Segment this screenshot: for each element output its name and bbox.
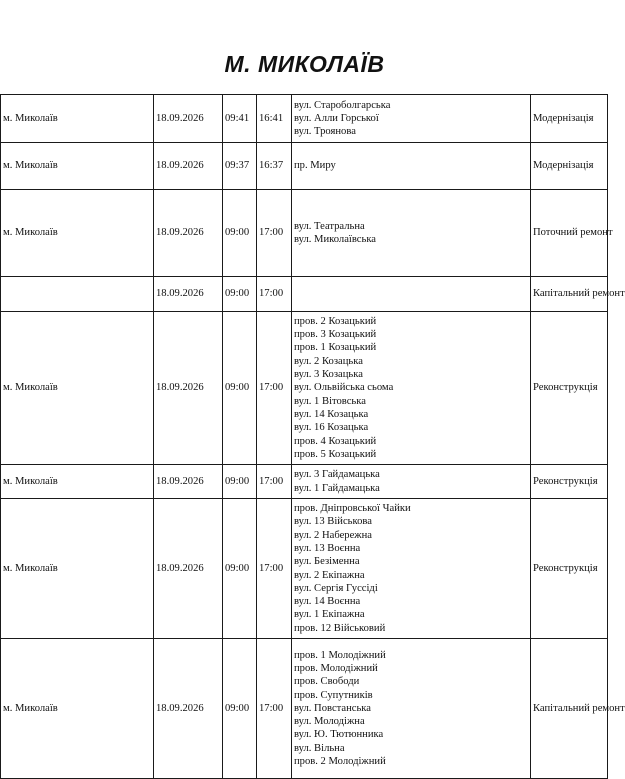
start-time-cell: 09:00 <box>223 190 257 277</box>
street-name: вул. 13 Воєнна <box>294 542 361 554</box>
start-time-cell: 09:00 <box>223 465 257 499</box>
street-name: вул. Ю. Тютюнника <box>294 729 384 741</box>
date-cell: 18.09.2026 <box>154 190 223 277</box>
work-type-cell: Поточний ремонт <box>531 190 608 277</box>
work-type-cell: Модернізація <box>531 143 608 190</box>
streets-cell <box>292 277 531 312</box>
streets-cell <box>292 95 531 143</box>
streets-cell <box>292 190 531 277</box>
table-row <box>1 143 608 190</box>
table-row <box>1 639 608 779</box>
streets-cell <box>292 465 531 499</box>
street-name: пров. Дніпровської Чайки <box>294 503 411 515</box>
streets-cell <box>292 499 531 639</box>
street-name: вул. 14 Воєнна <box>294 596 361 608</box>
street-name: пров. 12 Військовий <box>294 622 386 634</box>
table-row <box>1 499 608 639</box>
work-type-cell: Капітальний ремонт <box>531 639 608 779</box>
work-type-cell: Реконструкція <box>531 465 608 499</box>
street-name: пров. 5 Козацький <box>294 448 377 460</box>
street-name: вул. Староболгарська <box>294 99 391 111</box>
street-name: вул. Троянова <box>294 126 356 138</box>
end-time-cell: 17:00 <box>257 312 292 465</box>
table-row <box>1 277 608 312</box>
end-time-cell: 17:00 <box>257 465 292 499</box>
street-name: вул. 2 Козацька <box>294 355 363 367</box>
street-name: пров. 1 Козацький <box>294 342 377 354</box>
street-name: пров. Свободи <box>294 676 360 688</box>
street-name: пр. Миру <box>294 160 336 172</box>
work-type-cell: Реконструкція <box>531 312 608 465</box>
table-row <box>1 95 608 143</box>
settlement-cell: м. Миколаїв <box>1 190 154 277</box>
settlement-cell: м. Миколаїв <box>1 465 154 499</box>
street-name: вул. Сергія Гуссіді <box>294 582 378 594</box>
end-time-cell: 17:00 <box>257 499 292 639</box>
street-name: вул. Молодіжна <box>294 716 365 728</box>
start-time-cell: 09:37 <box>223 143 257 190</box>
streets-cell <box>292 143 531 190</box>
settlement-cell: м. Миколаїв <box>1 499 154 639</box>
settlement-cell: м. Миколаїв <box>1 639 154 779</box>
street-name: вул. Безіменна <box>294 556 360 568</box>
settlement-cell <box>1 277 154 312</box>
street-name: вул. Миколаївська <box>294 234 377 245</box>
end-time-cell: 16:41 <box>257 95 292 143</box>
settlement-cell: м. Миколаїв <box>1 312 154 465</box>
date-cell: 18.09.2026 <box>154 95 223 143</box>
page-title: М. МИКОЛАЇВ <box>224 51 385 77</box>
end-time-cell: 17:00 <box>257 190 292 277</box>
street-name: вул. 3 Гайдамацька <box>294 469 380 481</box>
streets-cell <box>292 312 531 465</box>
street-name: вул. 16 Козацька <box>294 422 369 434</box>
outage-schedule-table <box>0 94 625 779</box>
settlement-cell: м. Миколаїв <box>1 95 154 143</box>
start-time-cell: 09:00 <box>223 639 257 779</box>
date-cell: 18.09.2026 <box>154 143 223 190</box>
street-name: вул. Алли Горської <box>294 112 379 124</box>
street-name: вул. 3 Козацька <box>294 369 363 381</box>
street-name: вул. Ольвійська сьома <box>294 382 394 394</box>
street-name: вул. 2 Набережна <box>294 529 372 541</box>
start-time-cell: 09:00 <box>223 277 257 312</box>
street-name: пров. Супутників <box>294 689 373 701</box>
date-cell: 18.09.2026 <box>154 499 223 639</box>
street-name: пров. 3 Козацький <box>294 329 377 341</box>
table-row <box>1 465 608 499</box>
work-type-cell: Модернізація <box>531 95 608 143</box>
date-cell: 18.09.2026 <box>154 639 223 779</box>
settlement-cell: м. Миколаїв <box>1 143 154 190</box>
street-name: пров. Молодіжний <box>294 662 378 674</box>
end-time-cell: 17:00 <box>257 639 292 779</box>
date-cell: 18.09.2026 <box>154 312 223 465</box>
table-row <box>1 190 608 277</box>
date-cell: 18.09.2026 <box>154 465 223 499</box>
street-name: пров. 4 Козацький <box>294 435 377 447</box>
street-name: вул. Повстанська <box>294 702 371 714</box>
street-name: вул. 1 Екіпажна <box>294 609 365 621</box>
street-name: пров. 2 Молодіжний <box>294 756 386 768</box>
table-row <box>1 312 608 465</box>
street-name: вул. Вільна <box>294 742 345 754</box>
schedule-body <box>1 95 625 779</box>
date-cell: 18.09.2026 <box>154 277 223 312</box>
street-name: пров. 2 Козацький <box>294 315 377 327</box>
streets-cell <box>292 639 531 779</box>
start-time-cell: 09:41 <box>223 95 257 143</box>
street-name: вул. 1 Гайдамацька <box>294 482 380 494</box>
work-type-cell: Реконструкція <box>531 499 608 639</box>
end-time-cell: 17:00 <box>257 277 292 312</box>
street-name: вул. 14 Козацька <box>294 408 369 420</box>
street-name: пров. 1 Молодіжний <box>294 649 386 661</box>
street-name: вул. 13 Військова <box>294 516 372 528</box>
end-time-cell: 16:37 <box>257 143 292 190</box>
work-type-cell: Капітальний ремонт <box>531 277 608 312</box>
street-name: вул. Театральна <box>294 220 365 232</box>
street-name: вул. 2 Екіпажна <box>294 569 365 581</box>
start-time-cell: 09:00 <box>223 312 257 465</box>
street-name: вул. 1 Вітовська <box>294 395 366 407</box>
start-time-cell: 09:00 <box>223 499 257 639</box>
